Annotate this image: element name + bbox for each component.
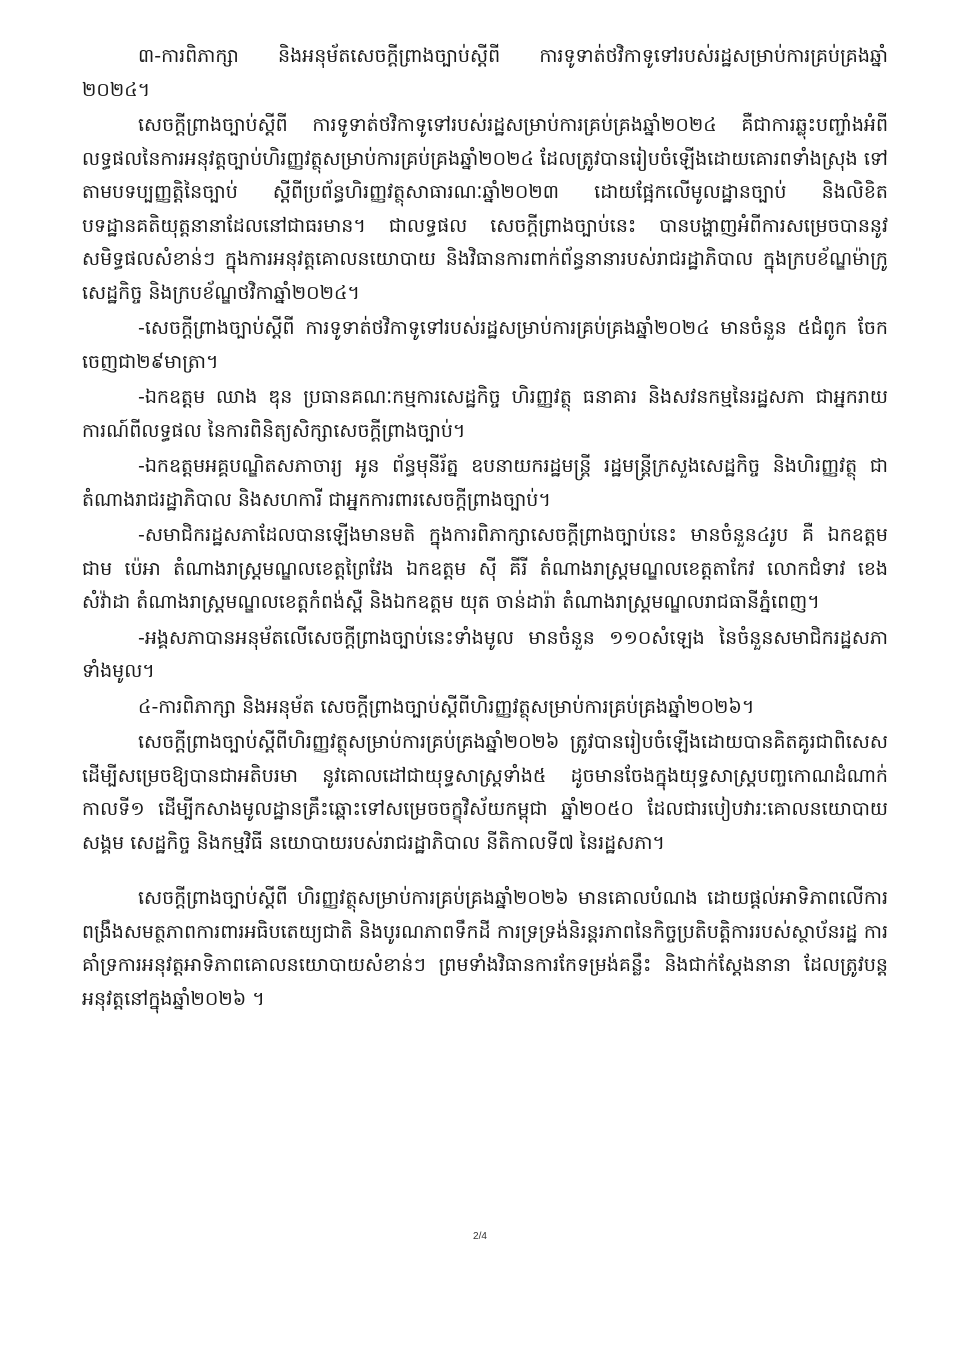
section-3-vote: -អង្គសភាបានអនុម័តលើសេចក្តីព្រាងច្បាប់នេះទាំងមូល មានចំនួន ១១០សំឡេង នៃចំនួនសមាជិករដ្ឋសភាទាំងមូល។ bbox=[82, 626, 888, 682]
document-body bbox=[82, 40, 888, 1016]
section-3-heading: ៣-ការពិភាក្សា និងអនុម័តសេចក្តីព្រាងច្បាប់ស្តីពី ការទូទាត់ថវិកាទូទៅរបស់រដ្ឋសម្រាប់ការគ្រប់គ្រងឆ្នាំ ២០២៤។ bbox=[82, 45, 888, 101]
section-4-heading: ៤-ការពិភាក្សា និងអនុម័ត សេចក្តីព្រាងច្បាប់ស្តីពីហិរញ្ញវត្ថុសម្រាប់ការគ្រប់គ្រងឆ្នាំ២០២៦។ bbox=[138, 695, 755, 718]
section-3-rapporteur: -ឯកឧត្តម ឈាង ឌុន ប្រធានគណៈកម្មការសេដ្ឋកិច្ច ហិរញ្ញវត្ថុ ធនាគារ និងសវនកម្មនៃរដ្ឋសភា ជាអ្នករាយការណ៍ពីលទ្ធផល នៃការពិនិត្យសិក្សាសេចក្តីព្រាងច្បាប់។ bbox=[82, 386, 888, 442]
section-3-chapters: -សេចក្តីព្រាងច្បាប់ស្តីពី ការទូទាត់ថវិកាទូទៅរបស់រដ្ឋសម្រាប់ការគ្រប់គ្រងឆ្នាំ២០២៤ មានចំនួន ៥ជំពូក ចែកចេញជា២៩មាត្រា។ bbox=[82, 317, 888, 373]
page-number: 2/4 bbox=[473, 1231, 487, 1242]
section-3-speakers: -សមាជិករដ្ឋសភាដែលបានឡើងមានមតិ ក្នុងការពិភាក្សាសេចក្តីព្រាងច្បាប់នេះ មានចំនួន៤រូប គឺ ឯកឧត្តម ជាម ប៉េអា តំណាងរាស្ត្រមណ្ឌលខេត្តព្រៃវែង ឯកឧត្តម ស៊ី គីរី តំណាងរាស្ត្រមណ្ឌលខេត្តតាកែវ លោកជំទាវ ខេង សំវ៉ាដា តំណាងរាស្ត្រមណ្ឌលខេត្តកំពង់ស្ពឺ និងឯកឧត្តម យុត ចាន់ដារ៉ា តំណាងរាស្ត្រមណ្ឌលរាជធានីភ្នំពេញ។ bbox=[82, 524, 888, 613]
section-4-summary: សេចក្តីព្រាងច្បាប់ស្តីពីហិរញ្ញវត្ថុសម្រាប់ការគ្រប់គ្រងឆ្នាំ២០២៦ ត្រូវបានរៀបចំឡើងដោយបានគិតគូរជាពិសេស ដើម្បីសម្រេចឱ្យបានជាអតិបរមា នូវគោលដៅជាយុទ្ធសាស្ត្រទាំង៥ ដូចមានចែងក្នុងយុទ្ធសាស្ត្របញ្ចកោណដំណាក់កាលទី១ ដើម្បីកសាងមូលដ្ឋានគ្រឹះឆ្ពោះទៅសម្រេចចក្ខុវិស័យកម្ពុជា ឆ្នាំ២០៥០ ដែលជារបៀបវារៈគោលនយោបាយសង្គម សេដ្ឋកិច្ច និងកម្មវិធី នយោបាយរបស់រាជរដ្ឋាភិបាល នីតិកាលទី៧ នៃរដ្ឋសភា។ bbox=[82, 731, 888, 854]
section-3-government-rep: -ឯកឧត្តមអគ្គបណ្ឌិតសភាចារ្យ អូន ព័ន្ធមុនីរ័ត្ន ឧបនាយករដ្ឋមន្ត្រី រដ្ឋមន្ត្រីក្រសួងសេដ្ឋកិច្ច និងហិរញ្ញវត្ថុ ជាតំណាងរាជរដ្ឋាភិបាល និងសហការី ជាអ្នកការពារសេចក្តីព្រាងច្បាប់។ bbox=[82, 455, 888, 511]
section-3-summary: សេចក្តីព្រាងច្បាប់ស្តីពី ការទូទាត់ថវិកាទូទៅរបស់រដ្ឋសម្រាប់ការគ្រប់គ្រងឆ្នាំ២០២៤ គឺជាការឆ្លុះបញ្ចាំងអំពីលទ្ធផលនៃការអនុវត្តច្បាប់ហិរញ្ញវត្ថុសម្រាប់ការគ្រប់គ្រងឆ្នាំ២០២៤ ដែលត្រូវបានរៀបចំឡើងដោយគោរពទាំងស្រុង ទៅតាមបទប្បញ្ញត្តិនៃច្បាប់ ស្តីពីប្រព័ន្ធហិរញ្ញវត្ថុសាធារណៈឆ្នាំ២០២៣ ដោយផ្អែកលើមូលដ្ឋានច្បាប់ និងលិខិតបទដ្ឋានគតិយុត្តនានាដែលនៅជាធរមាន។ ជាលទ្ធផល សេចក្តីព្រាងច្បាប់នេះ បានបង្ហាញអំពីការសម្រេចបាននូវសមិទ្ធផលសំខាន់ៗ ក្នុងការអនុវត្តគោលនយោបាយ និងវិធានការពាក់ព័ន្ធនានារបស់រាជរដ្ឋាភិបាល ក្នុងក្របខ័ណ្ឌម៉ាក្រូសេដ្ឋកិច្ច និងក្របខ័ណ្ឌថវិកាឆ្នាំ២០២៤។ bbox=[82, 114, 888, 304]
section-4-objectives: សេចក្តីព្រាងច្បាប់ស្តីពី ហិរញ្ញវត្ថុសម្រាប់ការគ្រប់គ្រងឆ្នាំ២០២៦ មានគោលបំណង ដោយផ្តល់អាទិភាពលើការពង្រឹងសមត្ថភាពការពារអធិបតេយ្យជាតិ និងបូរណភាពទឹកដី ការទ្រទ្រង់និរន្តរភាពនៃកិច្ចប្រតិបត្តិការរបស់ស្ថាប័នរដ្ឋ ការគាំទ្រការអនុវត្តអាទិភាពគោលនយោបាយសំខាន់ៗ ព្រមទាំងវិធានការកែទម្រង់គន្លឹះ និងជាក់ស្តែងនានា ដែលត្រូវបន្តអនុវត្តនៅក្នុងឆ្នាំ២០២៦ ។ bbox=[82, 887, 888, 1010]
